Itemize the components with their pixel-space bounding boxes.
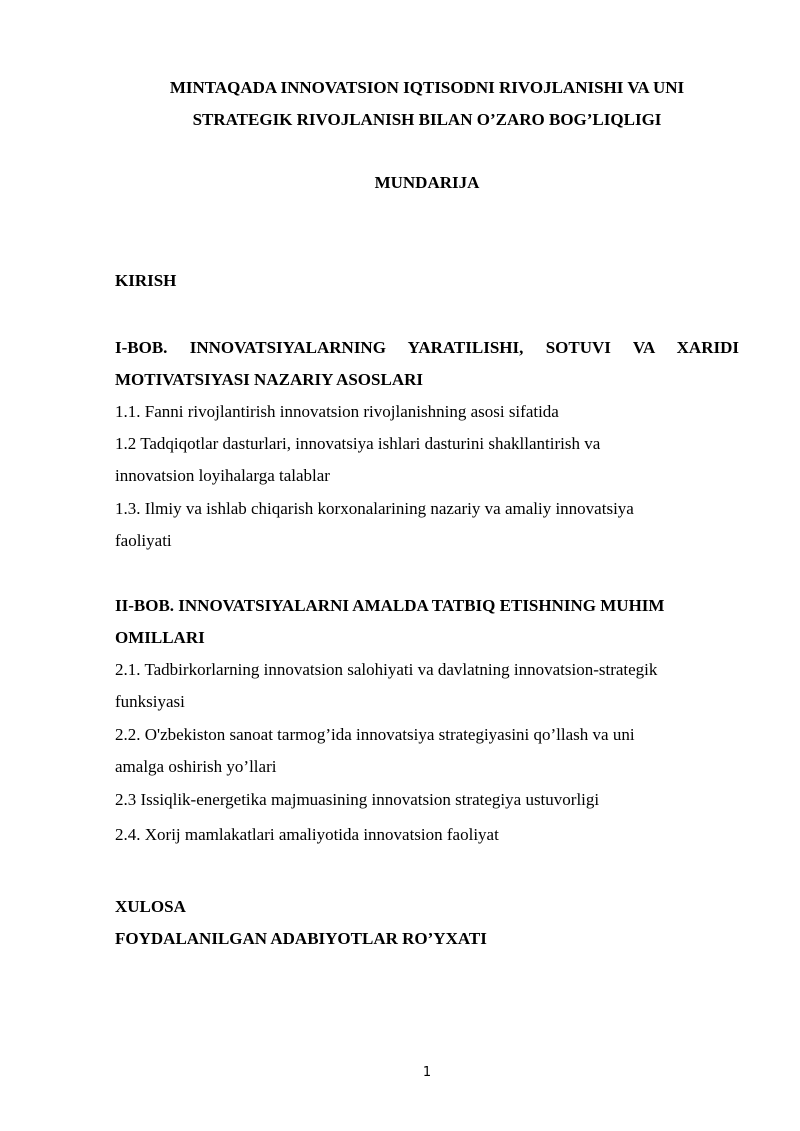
toc-chapter1-title-line-1: I-BOB. INNOVATSIYALARNING YARATILISHI, SOTUVI VA XARIDI bbox=[115, 338, 739, 357]
toc-item-2-2-cont: amalga oshirish yo’llari bbox=[115, 757, 277, 776]
toc-item-2-1-cont: funksiyasi bbox=[115, 692, 185, 711]
toc-chapter2-title-line-2: OMILLARI bbox=[115, 628, 205, 647]
document-title-line-1: MINTAQADA INNOVATSION IQTISODNI RIVOJLANISHI VA UNI bbox=[169, 78, 685, 97]
toc-item-1-2: 1.2 Tadqiqotlar dasturlari, innovatsiya ishlari dasturini shakllantirish va bbox=[115, 434, 601, 453]
toc-chapter1-title-line-2: MOTIVATSIYASI NAZARIY ASOSLARI bbox=[115, 370, 423, 389]
toc-item-2-3: 2.3 Issiqlik-energetika majmuasining innovatsion strategiya ustuvorligi bbox=[115, 790, 600, 809]
document-title-line-2: STRATEGIK RIVOJLANISH BILAN O’ZARO BOG’LIQLIGI bbox=[192, 110, 662, 129]
toc-item-2-4: 2.4. Xorij mamlakatlari amaliyotida innovatsion faoliyat bbox=[115, 825, 499, 844]
toc-item-1-3-cont: faoliyati bbox=[115, 531, 172, 550]
toc-conclusion: XULOSA bbox=[115, 897, 186, 916]
contents-heading: MUNDARIJA bbox=[374, 173, 480, 192]
toc-references: FOYDALANILGAN ADABIYOTLAR RO’YXATI bbox=[115, 929, 487, 948]
toc-item-2-2: 2.2. O'zbekiston sanoat tarmog’ida innovatsiya strategiyasini qo’llash va uni bbox=[115, 725, 635, 744]
toc-chapter2-title-line-1: II-BOB. INNOVATSIYALARNI AMALDA TATBIQ ETISHNING MUHIM bbox=[115, 596, 665, 615]
toc-item-1-3: 1.3. Ilmiy va ishlab chiqarish korxonalarining nazariy va amaliy innovatsiya bbox=[115, 499, 634, 518]
toc-item-1-1: 1.1. Fanni rivojlantirish innovatsion rivojlanishning asosi sifatida bbox=[115, 402, 559, 421]
toc-item-1-2-cont: innovatsion loyihalarga talablar bbox=[115, 466, 330, 485]
toc-item-2-1: 2.1. Tadbirkorlarning innovatsion salohiyati va davlatning innovatsion-strategik bbox=[115, 660, 658, 679]
toc-intro: KIRISH bbox=[115, 271, 177, 290]
page-number: 1 bbox=[422, 1065, 432, 1080]
